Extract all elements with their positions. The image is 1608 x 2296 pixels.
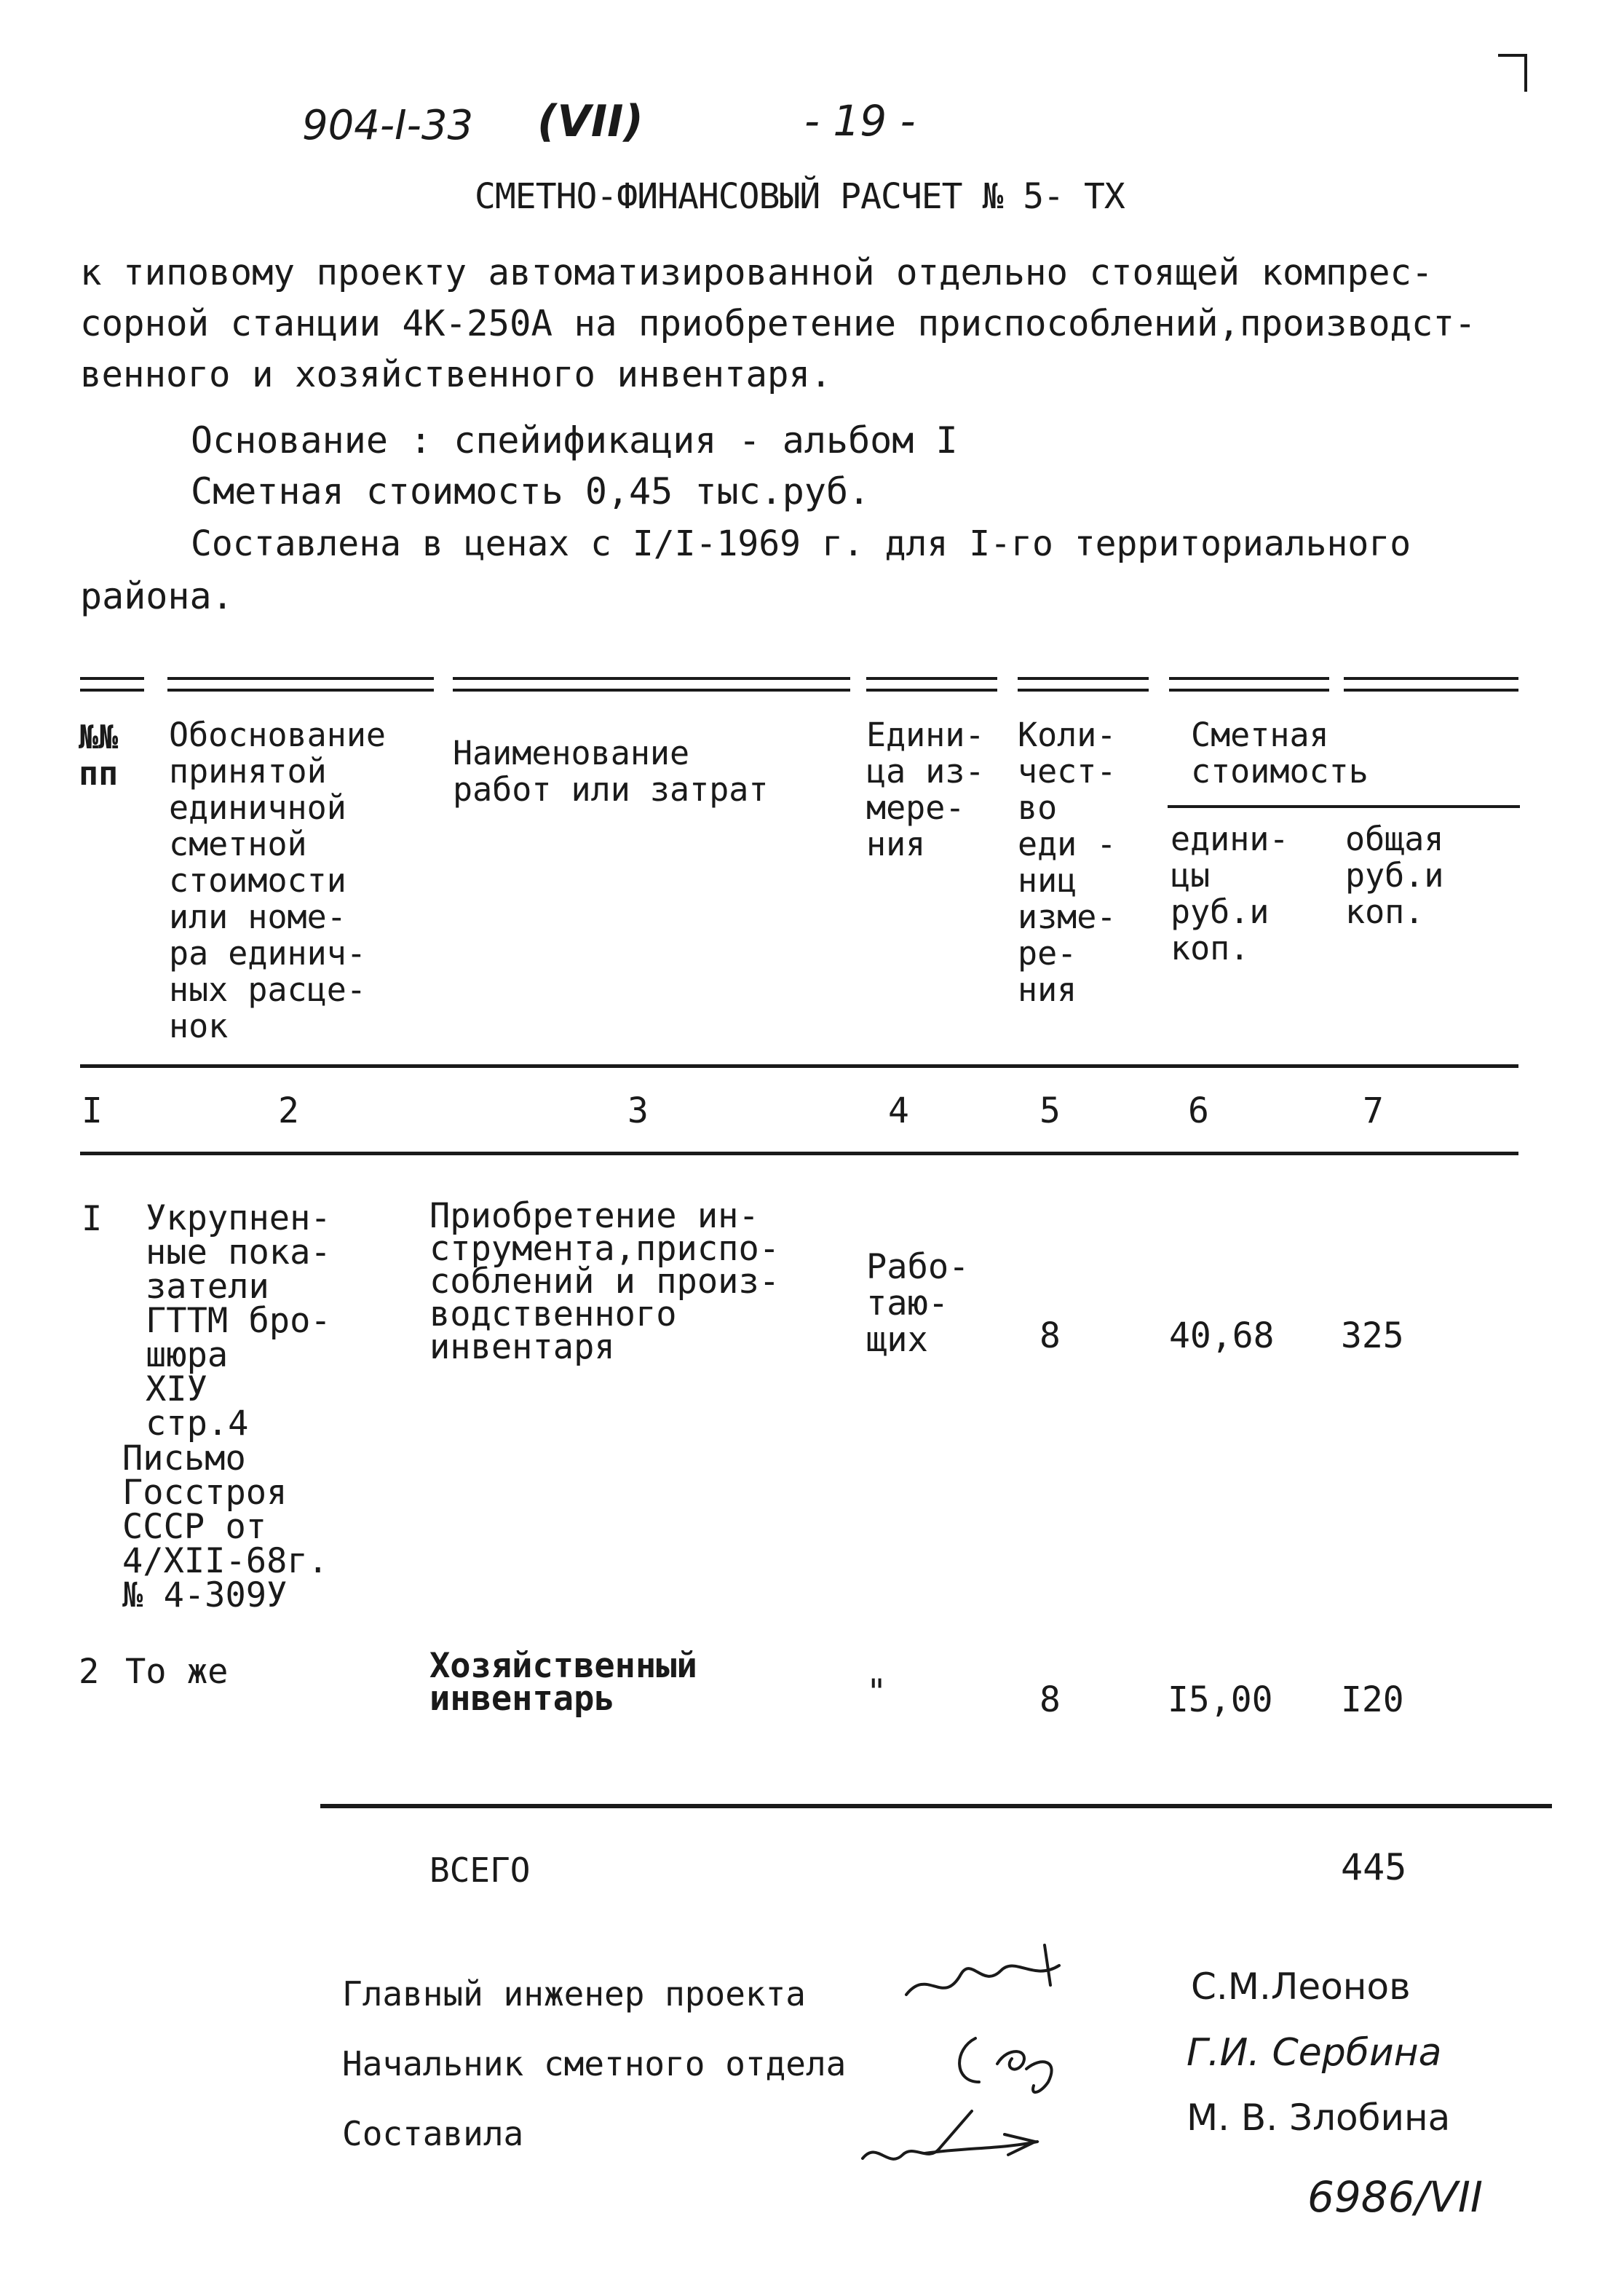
signature-role-compiler: Составила <box>342 2114 524 2153</box>
table-top-rule-6 <box>1169 677 1329 692</box>
total-label: ВСЕГО <box>429 1850 531 1890</box>
document-title: СМЕТНО-ФИНАНСОВЫЙ РАСЧЕТ № 5- ТХ <box>475 176 1125 217</box>
table-top-rule-2 <box>167 677 434 692</box>
header-col-quantity: Коли- чест- во еди - ниц изме- ре- ния <box>1018 716 1117 1009</box>
estimated-cost-line: Сметная стоимость 0,45 тыс.руб. <box>191 470 871 512</box>
page-number: - 19 - <box>804 96 916 146</box>
column-number-3: 3 <box>627 1090 649 1131</box>
header-col-name: Наименование работ или затрат <box>453 734 769 809</box>
table-row-2-unit-cost: I5,00 <box>1168 1679 1273 1720</box>
prices-line-2: района. <box>80 575 234 617</box>
table-top-rule-1 <box>80 677 144 692</box>
header-col-unit: Едини- ца из- мере- ния <box>866 716 985 863</box>
intro-line-3: венного и хозяйственного инвентаря. <box>80 354 832 395</box>
table-row-1-unit: Рабо- таю- щих <box>866 1247 970 1360</box>
total-value: 445 <box>1341 1846 1407 1888</box>
table-top-rule-3 <box>453 677 850 692</box>
table-top-rule-7 <box>1344 677 1518 692</box>
table-row-2-basis: То же <box>125 1652 229 1692</box>
handwritten-signature-3 <box>852 2097 1048 2177</box>
column-number-6: 6 <box>1188 1090 1209 1131</box>
header-col-unit-cost: едини- цы руб.и коп. <box>1171 820 1289 967</box>
corner-mark-horizontal <box>1498 54 1527 57</box>
table-row-1-basis-letter: Письмо Госстроя СССР от 4/XII-68г. № 4-309У <box>122 1438 328 1615</box>
intro-line-1: к типовому проекту автоматизированной отдельно стоящей компрес- <box>80 252 1433 293</box>
table-row-1-total: 325 <box>1341 1315 1404 1356</box>
basis-line: Основание : спейификация - альбом I <box>191 419 958 462</box>
header-bottom-rule <box>80 1064 1518 1068</box>
handwritten-signature-1 <box>892 1938 1074 2018</box>
signature-name-zlobina: М. В. Злобина <box>1187 2097 1451 2139</box>
intro-line-2: сорной станции 4К-250А на приобретение приспособлений,производст- <box>80 303 1476 344</box>
signature-role-head-estimates: Начальник сметного отдела <box>342 2044 847 2083</box>
header-group-divider <box>1168 805 1520 808</box>
doc-code: 904-I-33 <box>302 102 474 149</box>
column-number-2: 2 <box>278 1090 299 1131</box>
table-top-rule-4 <box>866 677 997 692</box>
table-row-2-number: 2 <box>79 1652 100 1692</box>
total-top-rule <box>320 1804 1552 1808</box>
column-number-5: 5 <box>1039 1090 1061 1131</box>
column-numbers-bottom-rule <box>80 1152 1518 1155</box>
table-row-1-basis: Укрупнен- ные пока- затели ГТТМ бро- шюра XIУ стр.4 <box>146 1198 331 1444</box>
corner-mark-vertical <box>1524 54 1527 92</box>
signature-role-chief-engineer: Главный инженер проекта <box>342 1974 806 2014</box>
column-number-7: 7 <box>1363 1090 1384 1131</box>
table-row-1-unit-cost: 40,68 <box>1169 1315 1275 1356</box>
signature-name-serbina: Г.И. Сербина <box>1187 2031 1442 2075</box>
table-row-1-name: Приобретение ин- струмента,приспо- соблений и произ- водственного инвентаря <box>429 1196 780 1367</box>
table-row-2-total: I20 <box>1341 1679 1404 1720</box>
table-row-2-name: Хозяйственный инвентарь <box>429 1646 697 1719</box>
table-row-1-number: I <box>82 1199 103 1239</box>
table-row-2-quantity: 8 <box>1039 1679 1061 1720</box>
handwritten-signature-2 <box>939 2024 1085 2104</box>
column-number-1: I <box>82 1090 103 1131</box>
header-col-number: №№ пп <box>79 718 119 793</box>
column-number-4: 4 <box>888 1090 909 1131</box>
footer-mark: 6986/VII <box>1307 2172 1484 2222</box>
table-row-2-unit: " <box>866 1672 887 1712</box>
header-col-basis: Обоснование принятой единичной сметной стоимости или номе- ра единич- ных расце- нок <box>169 716 387 1045</box>
volume-mark: (VII) <box>537 96 643 147</box>
table-row-1-quantity: 8 <box>1039 1315 1061 1356</box>
header-group-estimated-cost: Сметная стоимость <box>1191 716 1369 791</box>
signature-name-leonov: С.М.Леонов <box>1191 1966 1411 2008</box>
prices-line-1: Составлена в ценах с I/I-1969 г. для I-го территориального <box>191 523 1411 564</box>
header-col-total-cost: общая руб.и коп. <box>1345 820 1444 931</box>
table-top-rule-5 <box>1018 677 1149 692</box>
